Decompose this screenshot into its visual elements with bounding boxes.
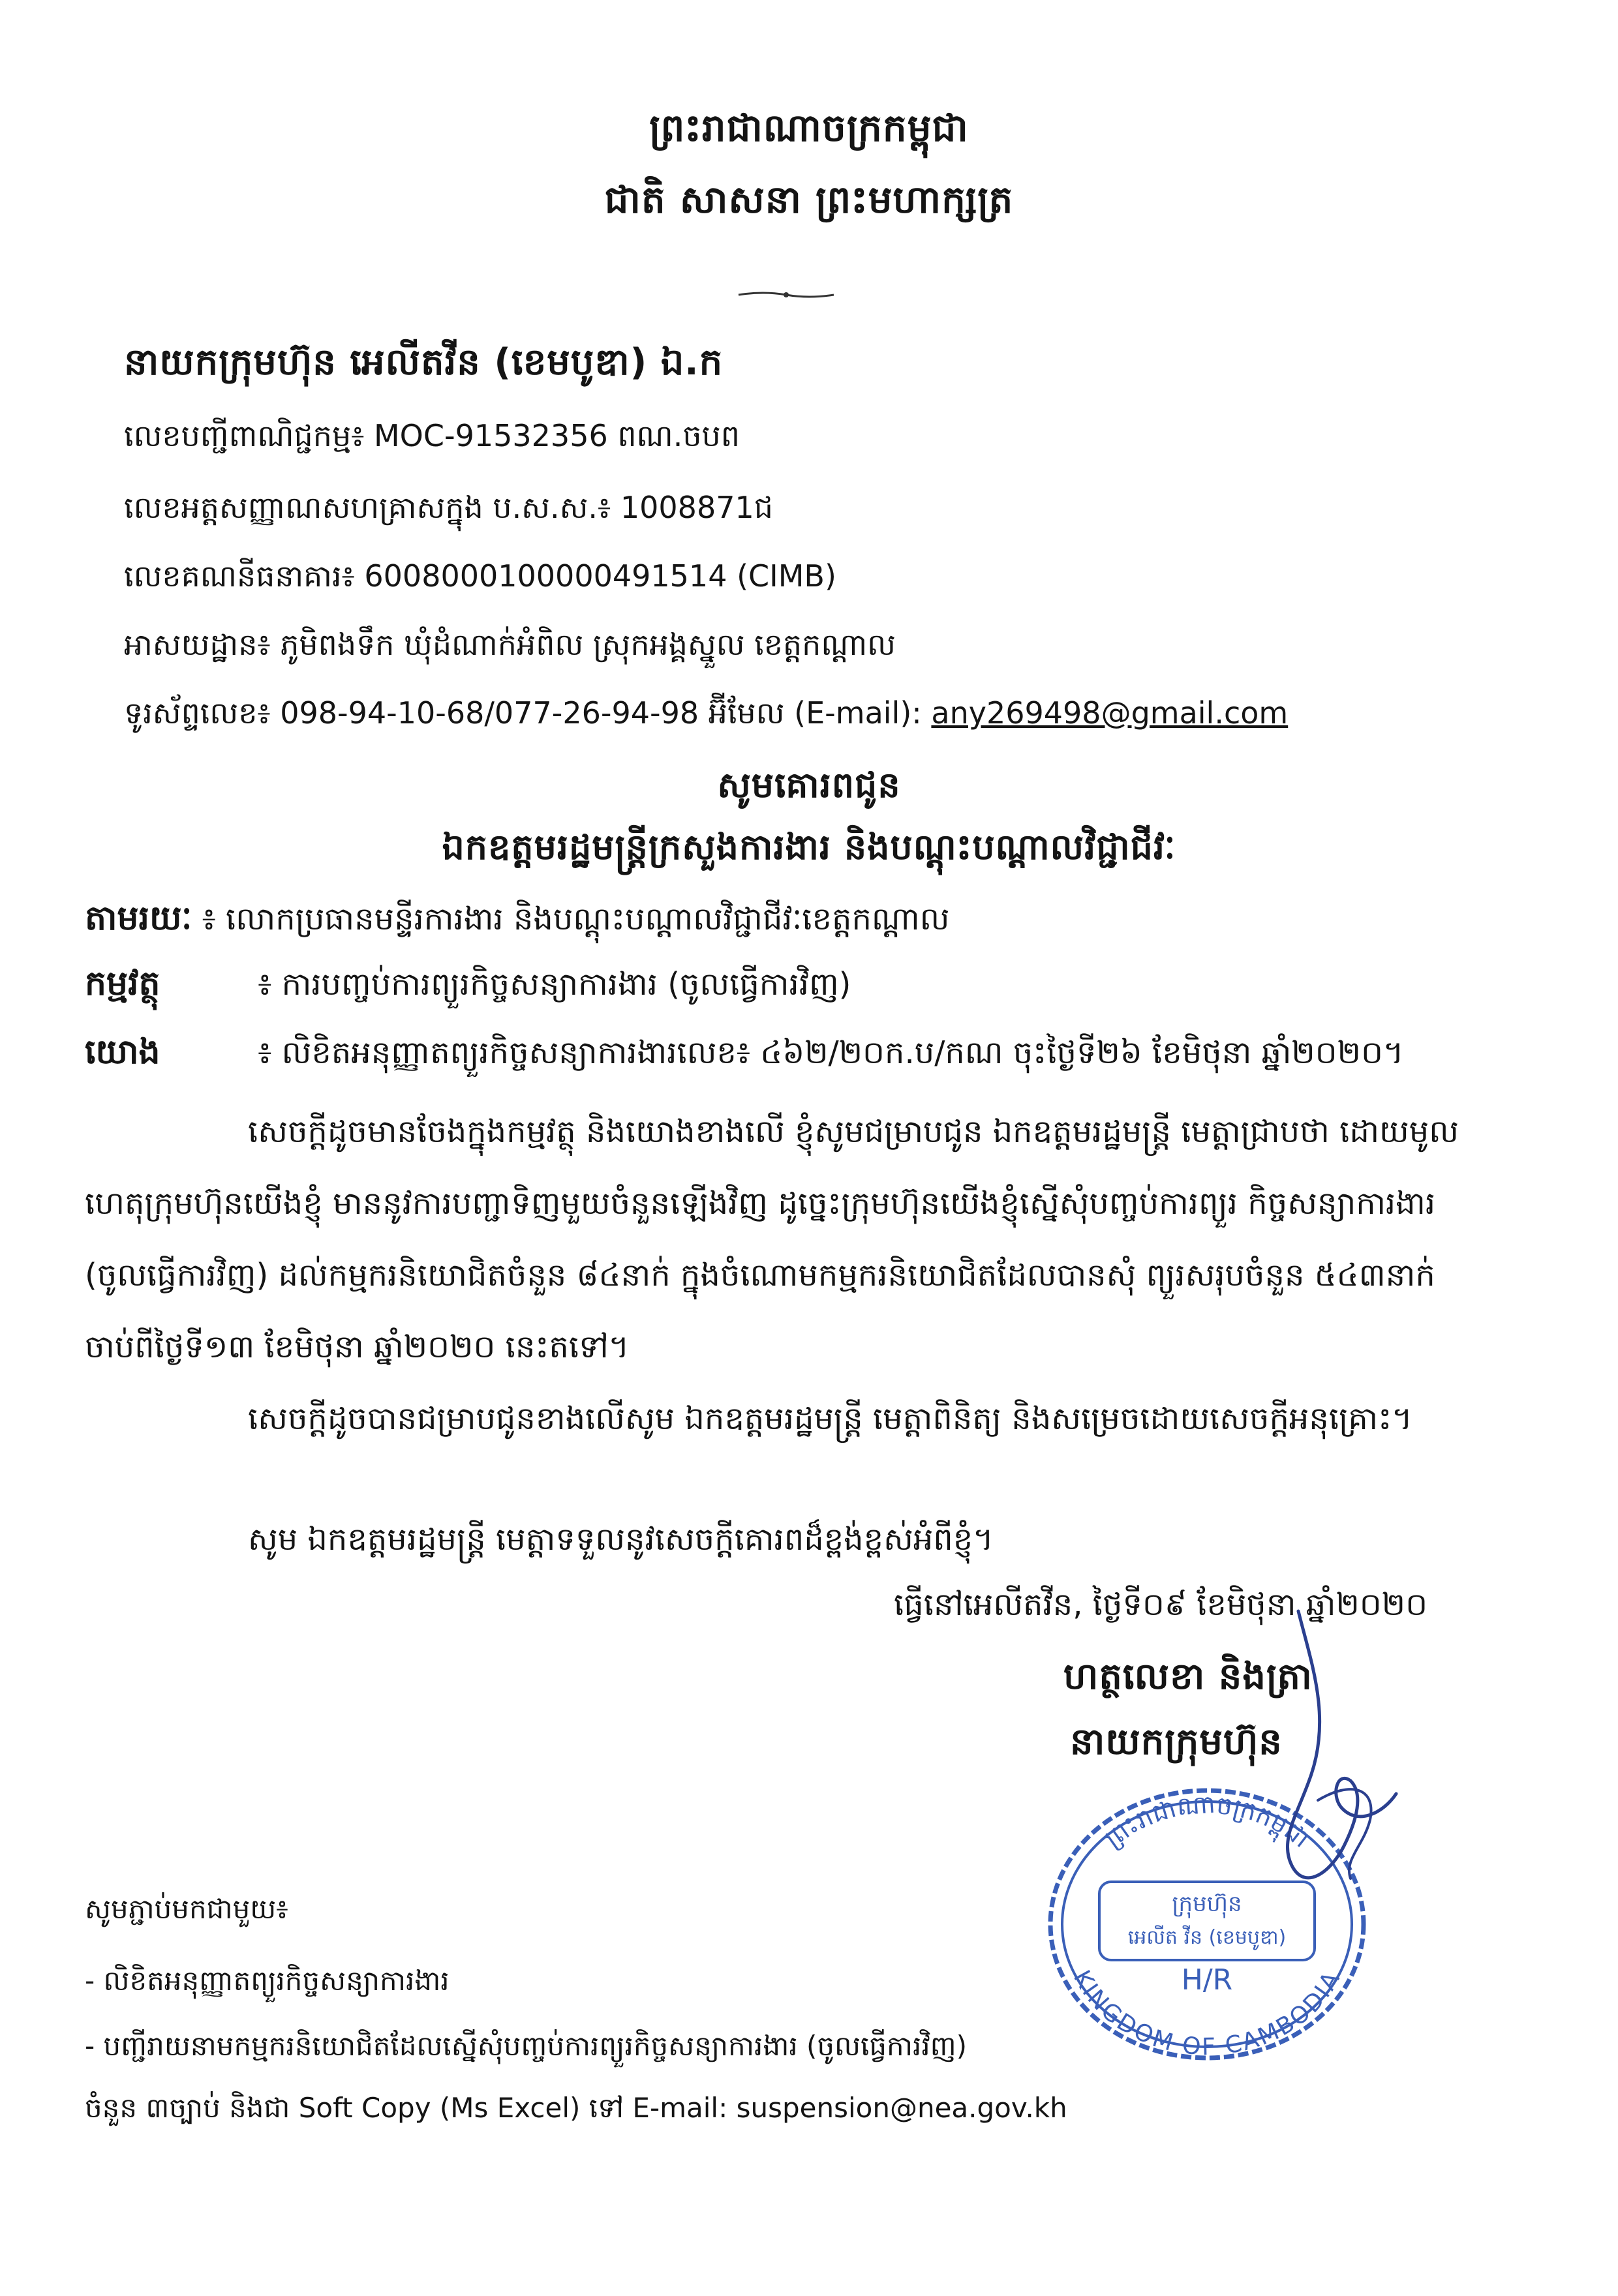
national-motto: ជាតិ សាសនា ព្រះមហាក្សត្រ <box>604 177 1014 222</box>
ornament-divider <box>737 288 835 301</box>
recipient-minister: ឯកឧត្តមរដ្ឋមន្ត្រីក្រសួងការងារ និងបណ្តុះបណ្តាលវិជ្ជាជីវៈ <box>442 826 1176 868</box>
signature-caption: ហត្ថលេខា និងត្រា <box>1063 1655 1313 1698</box>
closing-line: សូម ឯកឧត្តមរដ្ឋមន្ត្រី មេត្តាទទួលនូវសេចក្តីគោរពដ៏ខ្ពង់ខ្ពស់អំពីខ្ញុំ។ <box>248 1521 994 1558</box>
subject-label: កម្មវត្ថុ <box>85 964 160 1003</box>
nssf-value: 1008871ជ <box>620 490 773 525</box>
email-label: អ៊ីមែល (E-mail): <box>708 695 922 731</box>
bank-line <box>124 558 836 601</box>
via-label: តាមរយៈ <box>85 899 192 938</box>
greeting: សូមគោរពជូន <box>717 764 901 806</box>
subject-text: ៖ ការបញ្ចប់ការព្យួរកិច្ចសន្យាការងារ (ចូលធ្វើការវិញ) <box>258 966 851 1003</box>
stamp-hr: H/R <box>1181 1963 1233 1997</box>
stamp-bottom-text: KINGDOM OF CAMBODIA <box>1067 1966 1347 2061</box>
stamp-top-text: ព្រះរាជាណាចក្រកម្ពុជា <box>1099 1789 1315 1854</box>
reference-text: ៖ លិខិតអនុញ្ញាតព្យួរកិច្ចសន្យាការងារលេខ៖ ៤៦២/២០ក.ប/កណ ចុះថ្ងៃទី២៦ ខែមិថុនា ឆ្នាំ២០២០។ <box>258 1035 1404 1071</box>
signature-title: នាយកក្រុមហ៊ុន <box>1070 1721 1283 1763</box>
nssf-line <box>124 489 773 533</box>
nssf-label: លេខអត្តសញ្ញាណសហគ្រាសក្នុង ប.ស.ស.៖ <box>124 490 611 525</box>
registration-line <box>124 417 740 461</box>
handwritten-signature <box>1200 1585 1435 1950</box>
stamp-company-name: អេលីត វីន (ខេមបូឌា) <box>1127 1926 1287 1949</box>
attachments-title: សូមភ្ជាប់មកជាមួយ៖ <box>85 1893 288 1925</box>
address-line: អាសយដ្ឋាន៖ ភូមិពងទឹក ឃុំដំណាក់អំពិល ស្រុកអង្គស្នួល ខេត្តកណ្តាល <box>124 627 896 662</box>
attachment-item-1: - លិខិតអនុញ្ញាតព្យួរកិច្ចសន្យាការងារ <box>85 1965 450 1997</box>
attachment-item-3: ចំនួន ៣ច្បាប់ និងជា Soft Copy (Ms Excel) ទៅ E-mail: suspension@nea.gov.kh <box>85 2092 1067 2124</box>
phone-value: 098-94-10-68/077-26-94-98 <box>280 695 699 731</box>
body-paragraph-1: សេចក្តីដូចមានចែងក្នុងកម្មវត្ថុ និងយោងខាងលើ ខ្ញុំសូមជម្រាបជូន ឯកឧត្តមរដ្ឋមន្ត្រី មេត្តាជ្រាបថា ដោយមូលហេតុក្រុមហ៊ុនយើងខ្ញុំ មាននូវការបញ្ជាទិញមួយចំនួនឡើងវិញ ដូច្នេះក្រុមហ៊ុនយើងខ្ញុំស្នើសុំបញ្ចប់ការព្យួរ កិច្ចសន្យាការងារ (ចូលធ្វើការវិញ) ដល់កម្មករនិយោជិតចំនួន ៨៤នាក់ ក្នុងចំណោមកម្មករនិយោជិតដែលបានសុំ ព្យួរសរុបចំនួន ៥៤៣នាក់ ចាប់ពីថ្ងៃទី១៣ ខែមិថុនា ឆ្នាំ២០២០ នេះតទៅ។ <box>85 1113 1459 1365</box>
body-paragraph-2: សេចក្តីដូចបានជម្រាបជូនខាងលើសូម ឯកឧត្តមរដ្ឋមន្ត្រី មេត្តាពិនិត្យ និងសម្រេចដោយសេចក្តីអនុគ្រោះ។ <box>248 1400 1412 1437</box>
attachment-item-2: - បញ្ជីរាយនាមកម្មករនិយោជិតដែលស្នើសុំបញ្ចប់ការព្យួរកិច្ចសន្យាការងារ (ចូលធ្វើការវិញ) <box>85 2030 968 2062</box>
contact-line <box>124 695 1288 738</box>
date-place: ធ្វើនៅអេលីតវីន, ថ្ងៃទី០៩ ខែមិថុនា ឆ្នាំ២០២០ <box>894 1586 1428 1623</box>
bank-label: លេខគណនីធនាគារ៖ <box>124 558 355 594</box>
phone-label: ទូរស័ព្ទលេខ៖ <box>124 695 271 731</box>
stamp-company-kh: ក្រុមហ៊ុន <box>1172 1891 1242 1917</box>
registration-label: លេខបញ្ជីពាណិជ្ជកម្ម៖ <box>124 418 365 453</box>
email-link[interactable]: any269498@gmail.com <box>931 695 1289 731</box>
kingdom-title: ព្រះរាជាណាចក្រកម្ពុជា <box>649 106 969 150</box>
bank-value: 6008000100000491514 (CIMB) <box>364 558 836 594</box>
subject-line <box>85 962 851 1012</box>
reference-line <box>85 1031 1404 1080</box>
via-text: ៖ លោកប្រធានមន្ទីរការងារ និងបណ្តុះបណ្តាលវិជ្ជាជីវៈខេត្តកណ្តាល <box>202 901 950 937</box>
registration-value: MOC-91532356 ពណ.ចបព <box>373 418 740 453</box>
company-name: នាយកក្រុមហ៊ុន អេលីតវីន (ខេមបូឌា) ឯ.ក <box>124 341 724 384</box>
via-line <box>85 897 949 946</box>
reference-label: យោង <box>85 1033 160 1072</box>
